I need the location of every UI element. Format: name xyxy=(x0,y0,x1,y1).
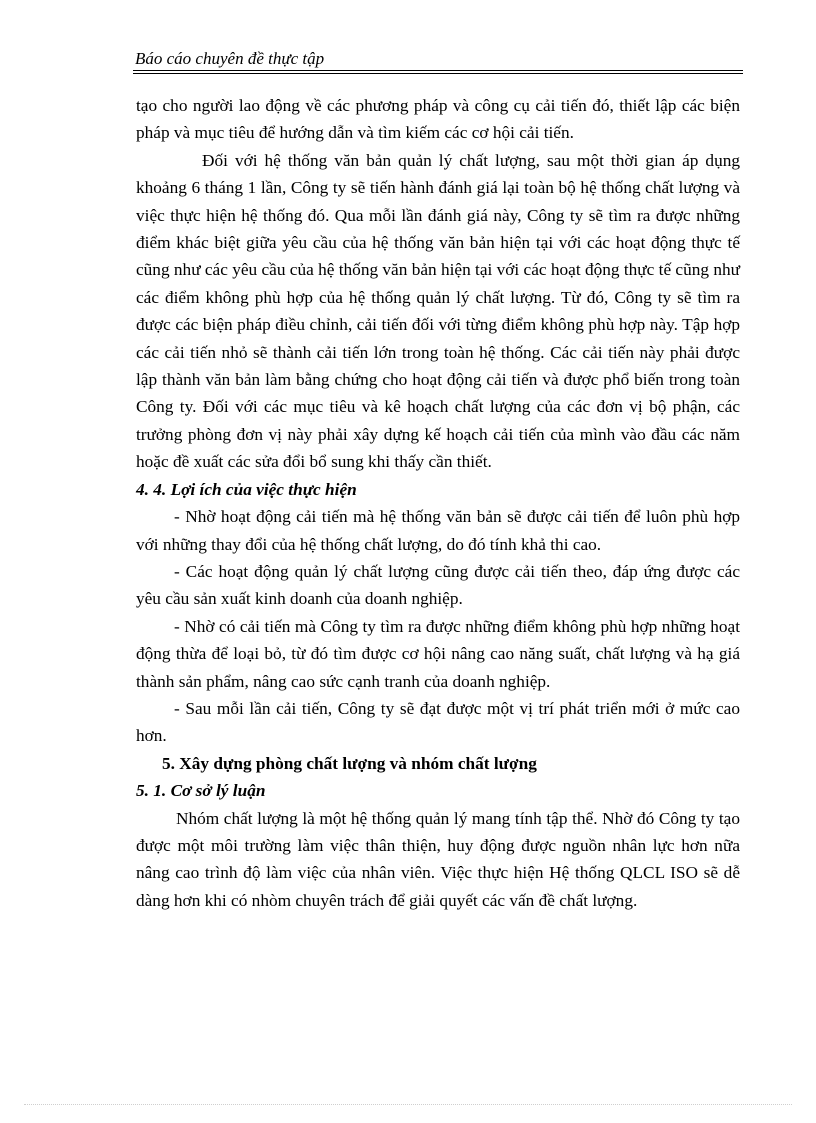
section-heading-benefits: 4. 4. Lợi ích của việc thực hiện xyxy=(136,479,357,499)
page-bottom-border xyxy=(24,1104,792,1105)
bullet-item: - Nhờ hoạt động cải tiến mà hệ thống văn bản sẽ được cải tiến để luôn phù hợp với những thay đổi của hệ thống chất lượng, do đó tính khả thi cao. xyxy=(136,507,740,554)
bullet-item: - Nhờ có cải tiến mà Công ty tìm ra được những điểm không phù hợp những hoạt động thừa để loại bỏ, từ đó tìm được cơ hội nâng cao năng suất, chất lượng và hạ giá thành sản phẩm, nâng cao sức cạnh tranh của doanh nghiệp. xyxy=(136,616,740,691)
paragraph-quality-review: Đối với hệ thống văn bản quản lý chất lượng, sau một thời gian áp dụng khoảng 6 tháng 1 lần, Công ty sẽ tiến hành đánh giá lại toàn bộ hệ thống chất lượng và việc thực hiện hệ thống đó. Qua mỗi lần đánh giá này, Công ty sẽ tìm ra được những điểm khác biệt giữa yêu cầu của hệ thống văn bản hiện tại với các hoạt động thực tế cũng như các yêu cầu của hệ thống văn bản hiện tại với các hoạt động thực tế cũng như các điểm không phù hợp của hệ thống quản lý chất lượng. Từ đó, Công ty sẽ tìm ra được các biện pháp điều chỉnh, cải tiến đối với từng điểm không phù hợp này. Tập hợp các cải tiến nhỏ sẽ thành cải tiến lớn trong toàn hệ thống. Các cải tiến này phải được lập thành văn bản làm bằng chứng cho hoạt động cải tiến và được phổ biến trong toàn Công ty. Đối với các mục tiêu và kê hoạch chất lượng của các đơn vị bộ phận, các trưởng phòng đơn vị này phải xây dựng kế hoạch cải tiến của mình vào đầu các năm hoặc đề xuất các sửa đổi bổ sung khi thấy cần thiết. xyxy=(136,150,740,472)
section-heading-quality-team: 5. Xây dựng phòng chất lượng và nhóm chất lượng xyxy=(162,753,537,773)
subsection-heading-basis: 5. 1. Cơ sở lý luận xyxy=(136,781,266,801)
header-rule-thin xyxy=(133,73,743,74)
paragraph-quality-group: Nhóm chất lượng là một hệ thống quản lý mang tính tập thể. Nhờ đó Công ty tạo được một môi trường làm việc thân thiện, huy động được nguồn nhân lực hơn nữa nâng cao trình độ làm việc của nhân viên. Việc thực hiện Hệ thống QLCL ISO sẽ dễ dàng hơn khi có nhòm chuyên trách để giải quyết các vấn đề chất lượng. xyxy=(136,808,740,910)
bullet-item: - Sau mỗi lần cải tiến, Công ty sẽ đạt được một vị trí phát triển mới ở mức cao hơn. xyxy=(136,698,740,746)
header-rule-thick xyxy=(133,70,743,71)
document-body xyxy=(136,92,740,914)
bullet-item: - Các hoạt động quản lý chất lượng cũng được cải tiến theo, đáp ứng được các yêu cầu sản xuất kinh doanh của doanh nghiệp. xyxy=(136,561,740,609)
page-header-title: Báo cáo chuyên đề thực tập xyxy=(135,49,325,68)
paragraph-intro: tạo cho người lao động về các phương pháp và công cụ cải tiến đó, thiết lập các biện pháp và mục tiêu để hướng dẫn và tìm kiếm các cơ hội cải tiến. xyxy=(136,96,740,143)
